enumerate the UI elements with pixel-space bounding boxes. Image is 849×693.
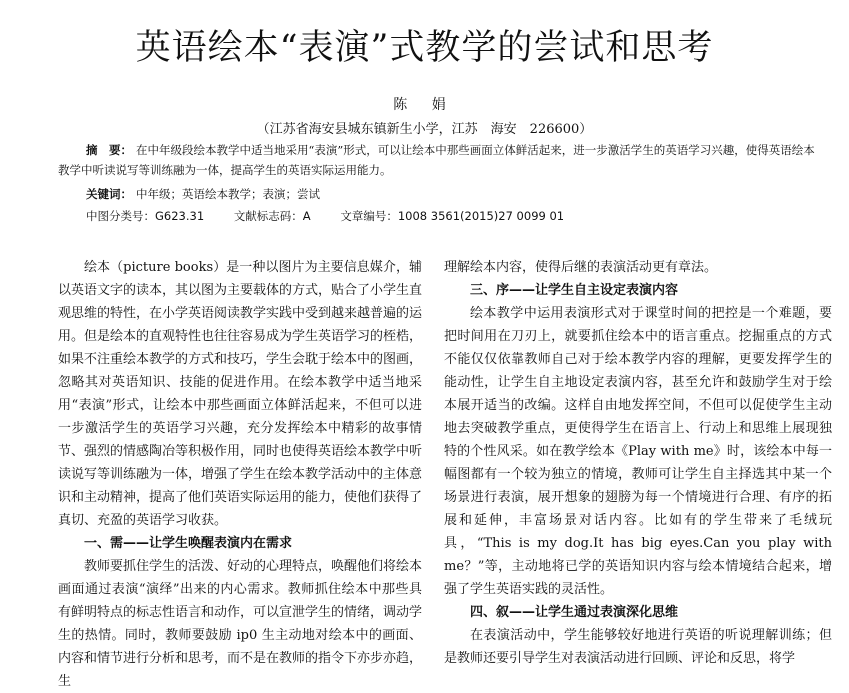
section-heading: 三、序——让学生自主设定表演内容	[470, 283, 679, 298]
abstract-text: 在中年级段绘本教学中适当地采用“表演”形式，可以让绘本中那些画面立体鲜活起来，进一步激活学生的英语学习兴趣，使得英语绘本教学中听读说写等训练融为一体，提高学生的英语实际运用能力。	[58, 143, 815, 177]
body-paragraph: 理解绘本内容，使得后继的表演活动更有章法。	[444, 260, 718, 275]
body-paragraph: 教师要抓住学生的活泼、好动的心理特点，唤醒他们将绘本画面通过表演“演绎”出来的内心需求。教师抓住绘本中那些具有鲜明特点的标志性语言和动作，可以宣泄学生的情绪，调动学生的热情。同时，教师要鼓励 ip0 生主动地对绘本中的画面、内容和情节进行分析和思考，而不是在教师的指令下亦步亦趋，生	[58, 559, 423, 689]
left-column	[58, 256, 422, 693]
keywords-text: 中年级；英语绘本教学；表演；尝试	[136, 187, 320, 201]
clc-number: 中图分类号：G623.31	[86, 209, 205, 223]
document-code: 文献标志码：A	[233, 209, 311, 223]
section-heading: 一、需——让学生唤醒表演内在需求	[84, 536, 293, 551]
body-paragraph: 绘本教学中运用表演形式对于课堂时间的把控是一个难题，要把时间用在刀刃上，就要抓住绘本中的语言重点。挖掘重点的方式不能仅仅依靠教师自己对于绘本教学内容的理解，更要发挥学生的能动性，让学生自主地设定表演内容，甚至允许和鼓励学生对于绘本展开适当的改编。这样自由地发挥空间，不但可以促使学生主动地去突破教学重点，更使得学生在语言上、行动上和思维上展现独特的个性风采。如在教学绘本《Play with me》时，该绘本中每一幅图都有一个较为独立的情境，教师可让学生自主择选其中某一个场景进行表演，展开想象的翅膀为每一个情境进行合理、有序的拓展和延伸，丰富场景对话内容。比如有的学生带来了毛绒玩具，“This is my dog.It has big eyes.Can you play with me？”等，主动地将已学的英语知识内容与绘本情境结合起来，增强了学生英语实践的灵活性。	[444, 306, 832, 597]
section-heading: 四、叙——让学生通过表演深化思维	[470, 605, 679, 620]
body-paragraph: 在表演活动中，学生能够较好地进行英语的听说理解训练；但是教师还要引导学生对表演活动进行回顾、评论和反思，将学	[444, 628, 832, 666]
author-affiliation: （江苏省海安县城东镇新生小学，江苏 海安 226600）	[256, 122, 593, 137]
classification-line	[58, 206, 818, 226]
abstract-block	[58, 140, 818, 226]
abstract	[58, 140, 818, 180]
article-number: 文章编号：1008 3561(2015)27 0099 01	[340, 209, 565, 223]
author-name: 陈 娟	[393, 97, 456, 113]
article-title: 英语绘本“表演”式教学的尝试和思考	[135, 28, 714, 68]
right-column	[444, 256, 832, 670]
keywords	[58, 184, 818, 204]
abstract-label: 摘 要：	[86, 143, 132, 157]
keywords-label: 关键词：	[86, 187, 132, 201]
body-paragraph: 绘本（picture books）是一种以图片为主要信息媒介，辅以英语文字的读本，其以图为主要载体的方式，贴合了小学生直观思维的特性，在小学英语阅读教学实践中受到越来越普遍的运用。但是绘本的直观特性也往往容易成为学生英语学习的桎梏，如果不注重绘本教学的方式和技巧，学生会耽于绘本中的图画，忽略其对英语知识、技能的促进作用。在绘本教学中适当地采用“表演”形式，让绘本中那些画面立体鲜活起来，不但可以进一步激活学生的英语学习兴趣，充分发挥绘本中精彩的故事情节、强烈的情感陶冶等积极作用，同时也使得英语绘本教学中听读说写等训练融为一体，增强了学生在绘本教学活动中的主体意识和主动精神，提高了他们英语实际运用的能力，使他们获得了真切、充盈的英语学习收获。	[58, 260, 423, 528]
